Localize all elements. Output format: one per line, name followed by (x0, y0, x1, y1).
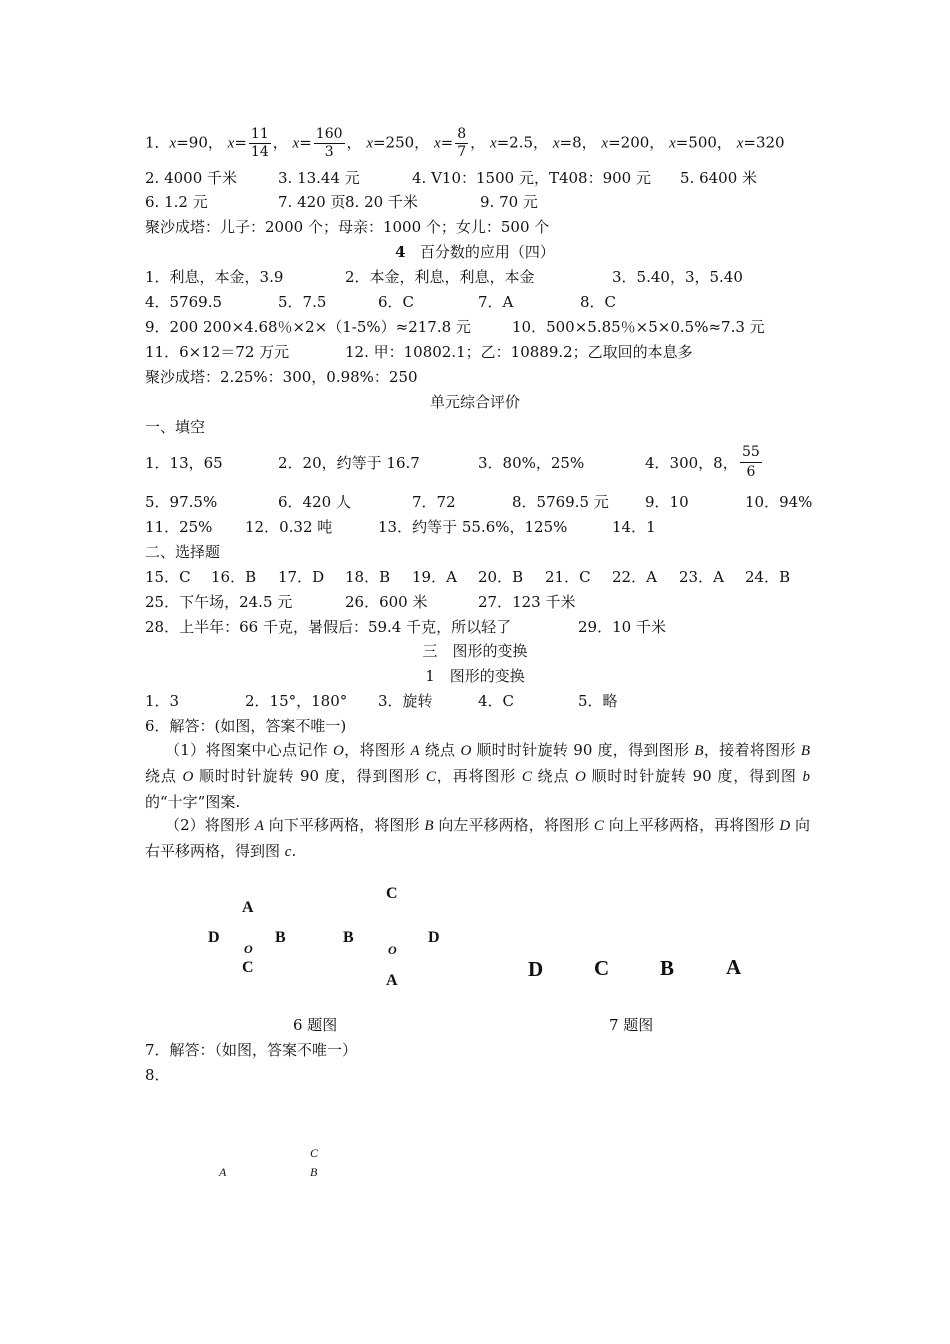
text-run: 向左平移两格，将图形 (433, 816, 594, 834)
answer-item: 8．5769.5 元 (512, 493, 609, 511)
variable: x (169, 135, 177, 152)
equals: = (234, 133, 247, 152)
answer-item: 1．13，65 (145, 454, 223, 472)
figure6a-label-d: D (208, 929, 220, 946)
equation-value: =2.5， (496, 133, 549, 152)
figure6a-center-o: O (244, 942, 253, 956)
answer-item: 17．D (278, 568, 325, 586)
text-run: ，接着将图形 (703, 741, 801, 759)
bonus-answer: 聚沙成塔：2.25%：300，0.98%：250 (145, 368, 418, 386)
answer-item: 21．C (545, 568, 591, 586)
answer-item: 7．72 (412, 493, 456, 511)
figure7-label-c: C (594, 956, 610, 980)
unit-review-title: 单元综合评价 (429, 393, 520, 411)
variable: x (601, 135, 609, 152)
section-title (0, 242, 950, 262)
equation-value: =320 (743, 133, 785, 152)
answer-item: 25．下午场，24.5 元 (145, 593, 293, 611)
section-title-text: 百分数的应用（四） (419, 243, 555, 261)
figure8-label-b: B (310, 1165, 318, 1179)
explanation-paragraph-1 (145, 738, 810, 815)
answer-item: 4．5769.5 (145, 293, 223, 311)
answer-item: 3．5.40，3，5.40 (612, 268, 743, 286)
answer-item: 18．B (345, 568, 391, 586)
variable: x (736, 135, 744, 152)
figure6b-label-a: A (386, 972, 398, 989)
answer-item: 8. 20 千米 (345, 193, 418, 211)
section-number: 4 (395, 243, 406, 261)
fraction-stack (740, 443, 762, 482)
shape-label: B (694, 743, 704, 759)
figure6a-label-c: C (242, 959, 254, 976)
text-run: （1）将图案中心点记作 (165, 741, 334, 759)
answer-line-equations (145, 126, 785, 161)
answer-item: 27．123 千米 (478, 593, 576, 611)
variable: x (292, 135, 300, 152)
fraction (249, 126, 271, 161)
text-run: ，再将图形 (435, 767, 522, 785)
figure6-caption: 6 题图 (293, 1016, 338, 1034)
answer-item: 15．C (145, 568, 191, 586)
answer-item: 10．500×5.85％×5×0.5%≈7.3 元 (512, 318, 765, 336)
text-run: ，将图形 (343, 741, 411, 759)
answer-item: 3．80%，25% (478, 454, 585, 472)
text-run: 向右平移两格，得到图 (145, 816, 810, 860)
answer-item: 5．略 (578, 692, 618, 710)
variable: x (489, 135, 497, 152)
shape-label: C (521, 769, 532, 785)
answer-item: 29．10 千米 (578, 618, 666, 636)
lesson-title: 1 图形的变换 (425, 667, 525, 685)
answer-item: 16．B (211, 568, 257, 586)
answer-item: 12．0.32 吨 (245, 518, 333, 536)
equation-value: =8， (559, 133, 597, 152)
fraction-denominator: 7 (457, 144, 467, 160)
answer-item: 11．25% (145, 518, 213, 536)
answer-item: 3．旋转 (378, 692, 433, 710)
answer-item: 5．7.5 (278, 293, 327, 311)
chapter-title: 三 图形的变换 (422, 642, 528, 660)
answer-item: 28．上半年：66 千克，暑假后：59.4 千克，所以轻了 (145, 618, 512, 636)
answer-item: 2. 4000 千米 (145, 169, 238, 187)
text-run: 向下平移两格，将图形 (263, 816, 425, 834)
answer-item: 1．3 (145, 692, 180, 710)
fraction-numerator: 160 (315, 126, 343, 142)
variable: x (227, 135, 235, 152)
answer-item: 14．1 (612, 518, 656, 536)
text-run: . (291, 842, 297, 860)
fraction-denominator: 14 (250, 144, 269, 160)
answer-item: 6. 1.2 元 (145, 193, 208, 211)
separator: ， (470, 133, 486, 152)
variable: x (433, 135, 441, 152)
answer-item: 12. 甲：10802.1；乙：10889.2；乙取回的本息多 (345, 343, 693, 361)
figure6a-label-b: B (275, 929, 286, 946)
equation-value: =250， (372, 133, 430, 152)
answer-item: 9．200 200×4.68％×2×（1-5%）≈217.8 元 (145, 318, 471, 336)
shape-label: A (410, 743, 420, 759)
answer-item: 6．C (378, 293, 415, 311)
answer-item: 11．6×12＝72 万元 (145, 343, 290, 361)
text-run: （2）将图形 (165, 816, 255, 834)
answer-item: 6．420 人 (278, 493, 351, 511)
answer-item: 3. 13.44 元 (278, 169, 360, 187)
answer-item: 19．A (412, 568, 457, 586)
answer-item: 5．97.5% (145, 493, 218, 511)
answer-item: 20．B (478, 568, 524, 586)
item-number: 1． (145, 133, 170, 152)
shape-label: D (779, 818, 791, 834)
separator: ， (272, 133, 288, 152)
variable: x (552, 135, 560, 152)
fraction (455, 126, 468, 161)
variable: x (366, 135, 373, 152)
separator: ， (346, 133, 362, 152)
shape-label: C (425, 769, 436, 785)
figure7-label-b: B (660, 956, 675, 980)
answer-item: 2．15°，180° (245, 692, 348, 710)
answer-item: 7．A (478, 293, 514, 311)
variable: x (669, 135, 676, 152)
figure6b-label-d: D (428, 929, 440, 946)
answer-item: 1．利息，本金，3.9 (145, 268, 284, 286)
answer-item: 26．600 米 (345, 593, 428, 611)
answer-item: 13．约等于 55.6%，125% (378, 518, 568, 536)
equals: = (299, 133, 312, 152)
answer-text: 4．300，8， (645, 454, 738, 472)
figure-label: b (802, 769, 810, 785)
shape-label: B (800, 743, 810, 759)
equation-value: =500， (675, 133, 732, 152)
figure7-label-d: D (528, 957, 544, 981)
figure6b-label-b: B (343, 929, 354, 946)
text-run: 向上平移两格，再将图形 (603, 816, 780, 834)
figure7-label-a: A (726, 955, 742, 979)
question-6-answer: 6．解答：(如图，答案不唯一) (145, 717, 347, 735)
fraction-numerator: 11 (250, 126, 269, 142)
answer-item: 9. 70 元 (480, 193, 538, 211)
text-run: 绕点 (145, 767, 183, 785)
figure6a-label-a: A (242, 899, 254, 916)
shape-label: C (593, 818, 604, 834)
part-heading: 一、填空 (145, 418, 206, 436)
text-run: 顺时时针旋转 90 度，得到图 (585, 767, 803, 785)
point-label: O (460, 743, 472, 759)
figure8-label-a: A (219, 1165, 227, 1179)
answer-item (645, 453, 738, 473)
answer-item: 24．B (745, 568, 791, 586)
equals: = (440, 133, 454, 152)
figure6b-center-o: O (388, 943, 397, 957)
fraction-denominator: 3 (324, 144, 334, 160)
answer-item: 22．A (612, 568, 657, 586)
figure8-label-c: C (310, 1146, 319, 1160)
answer-item: 5. 6400 米 (680, 169, 758, 187)
text-run: 顺时时针旋转 90 度，得到图形 (193, 767, 426, 785)
text-run: 绕点 (419, 741, 461, 759)
point-label: O (575, 769, 586, 785)
point-label: O (182, 769, 194, 785)
answer-item: 23．A (679, 568, 724, 586)
part-heading: 二、选择题 (145, 543, 221, 561)
answer-item: 10．94% (745, 493, 813, 511)
question-8-answer: 8． (145, 1066, 170, 1084)
answer-item: 2．20，约等于 16.7 (278, 454, 420, 472)
fraction (314, 126, 345, 161)
answer-item: 4. V10：1500 元，T408：900 元 (412, 169, 651, 187)
point-label: O (333, 743, 344, 759)
figure7-caption: 7 题图 (609, 1016, 654, 1034)
figure-label: c (284, 844, 292, 860)
answer-item: 8．C (580, 293, 617, 311)
text-run: 顺时时针旋转 90 度，得到图形 (471, 741, 695, 759)
shape-label: B (424, 818, 434, 834)
equation-value: =90， (176, 133, 223, 152)
bonus-answer: 聚沙成塔：儿子：2000 个；母亲：1000 个；女儿：500 个 (145, 218, 550, 236)
answer-item: 9．10 (645, 493, 689, 511)
equation-value: =200， (608, 133, 665, 152)
explanation-paragraph-2 (145, 813, 810, 865)
fraction-numerator: 55 (740, 443, 762, 463)
text-run: 绕点 (531, 767, 576, 785)
answer-item: 2．本金，利息，利息，本金 (345, 268, 535, 286)
shape-label: A (254, 818, 264, 834)
answer-item: 7. 420 页 (278, 193, 346, 211)
question-7-answer: 7．解答：（如图，答案不唯一） (145, 1041, 358, 1059)
fraction (738, 443, 764, 482)
fraction-numerator: 8 (457, 126, 467, 142)
fraction-denominator: 6 (746, 464, 756, 480)
answer-item: 4．C (478, 692, 515, 710)
text-run: 的“十字”图案. (145, 793, 241, 811)
figure6b-label-c: C (386, 885, 398, 902)
